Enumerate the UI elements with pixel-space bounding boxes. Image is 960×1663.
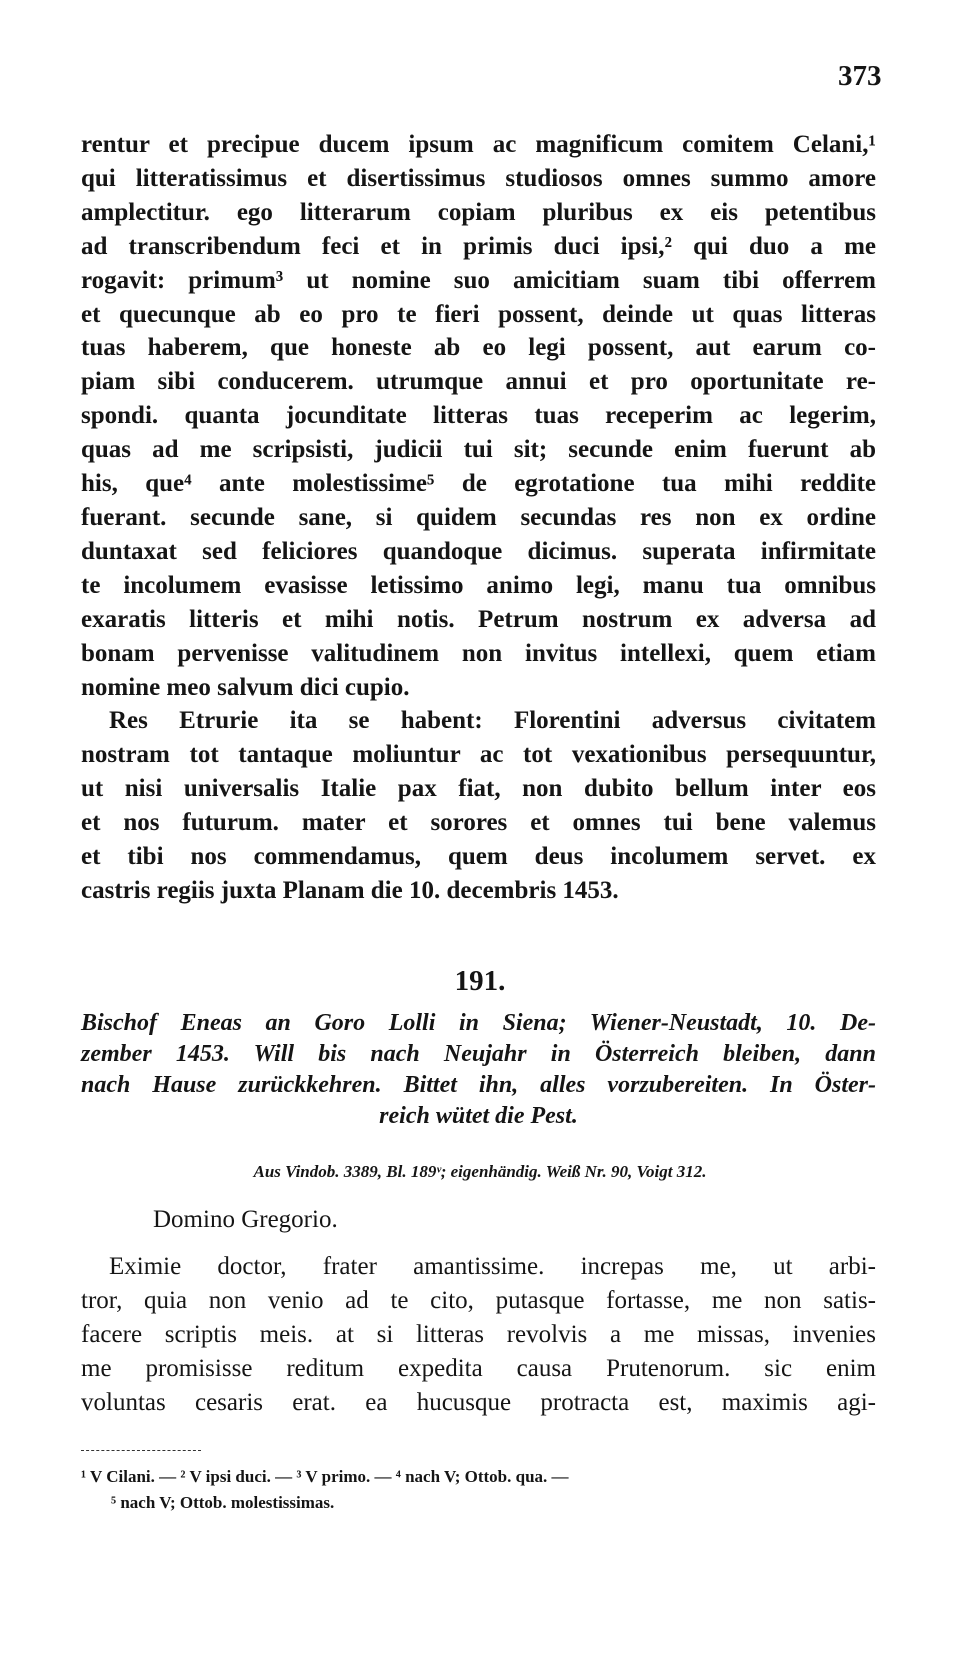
text-line: tror, quia non venio ad te cito, putasque fortasse, me non satis-: [81, 1286, 876, 1314]
text-line: nomine meo salvum dici cupio.: [81, 673, 410, 701]
text-line: amplectitur. ego litterarum copiam pluribus ex eis petentibus: [81, 198, 876, 226]
footnote-line: ¹ V Cilani. — ² V ipsi duci. — ³ V primo. — ⁴ nach V; Ottob. qua. —: [81, 1467, 569, 1486]
page-number: 373: [838, 60, 882, 92]
text-line: nostram tot tantaque moliuntur ac tot vexationibus persequuntur,: [81, 741, 876, 769]
text-line: his, que⁴ ante molestissime⁵ de egrotatione tua mihi reddite: [81, 470, 876, 498]
regest-line: Bischof Eneas an Goro Lolli in Siena; Wiener-Neustadt, 10. De-: [81, 1010, 876, 1036]
text-line: fuerant. secunde sane, si quidem secundas res non ex ordine: [81, 503, 876, 531]
text-line: exaratis litteris et mihi notis. Petrum nostrum ex adversa ad: [81, 605, 876, 633]
text-line: ad transcribendum feci et in primis duci ipsi,² qui duo a me: [81, 232, 876, 260]
text-line: duntaxat sed feliciores quandoque dicimus. superata infirmitate: [81, 537, 876, 565]
text-line: rentur et precipue ducem ipsum ac magnificum comitem Celani,¹: [81, 131, 876, 158]
text-line: ut nisi universalis Italie pax fiat, non dubito bellum inter eos: [81, 775, 876, 803]
regest-line: zember 1453. Will bis nach Neujahr in Österreich bleiben, dann: [81, 1041, 876, 1067]
text-line: bonam pervenisse valitudinem non invitus intellexi, quem etiam: [81, 639, 876, 667]
text-line: me promisisse reditum expedita causa Prutenorum. sic enim: [81, 1354, 876, 1382]
text-line: quas ad me scripsisti, judicii tui sit; secunde enim fuerunt ab: [81, 436, 876, 464]
footnote-line: ⁵ nach V; Ottob. molestissimas.: [111, 1493, 335, 1512]
text-line: rogavit: primum³ ut nomine suo amicitiam suam tibi offerrem: [81, 266, 876, 294]
text-line: piam sibi conducerem. utrumque annui et pro oportunitate re-: [81, 368, 876, 396]
salutation: Domino Gregorio.: [153, 1206, 338, 1233]
source-note: Aus Vindob. 3389, Bl. 189ᵛ; eigenhändig. Weiß Nr. 90, Voigt 312.: [253, 1162, 707, 1181]
text-line: tuas haberem, que honeste ab eo legi possent, aut earum co-: [81, 334, 876, 362]
main-text: [81, 128, 876, 908]
text-line: et tibi nos commendamus, quem deus incolumem servet. ex: [81, 843, 876, 871]
letter-body: [81, 1250, 876, 1420]
text-line: spondi. quanta jocunditate litteras tuas receperim ac legerim,: [81, 402, 876, 430]
regest: [81, 1008, 876, 1132]
text-line: facere scriptis meis. at si litteras revolvis a me missas, invenies: [81, 1320, 876, 1348]
text-line: Res Etrurie ita se habent: Florentini adversus civitatem: [109, 707, 876, 735]
footnotes: [81, 1464, 876, 1516]
text-line: Eximie doctor, frater amantissime. increpas me, ut arbi-: [109, 1253, 876, 1280]
text-line: et quecunque ab eo pro te fieri possent, deinde ut quas litteras: [81, 300, 876, 328]
regest-line: nach Hause zurückkehren. Bittet ihn, alles vorzubereiten. In Öster-: [81, 1072, 876, 1098]
text-line: castris regiis juxta Planam die 10. decembris 1453.: [81, 876, 619, 904]
text-line: voluntas cesaris erat. ea hucusque protracta est, maximis agi-: [81, 1388, 876, 1416]
text-line: qui litteratissimus et disertissimus studiosos omnes summo amore: [81, 164, 876, 192]
document-number: 191.: [454, 965, 506, 997]
regest-line: reich wütet die Pest.: [379, 1103, 578, 1129]
footnote-divider: [81, 1450, 201, 1451]
text-line: te incolumem evasisse letissimo animo legi, manu tua omnibus: [81, 571, 876, 599]
text-line: et nos futurum. mater et sorores et omnes tui bene valemus: [81, 809, 876, 837]
